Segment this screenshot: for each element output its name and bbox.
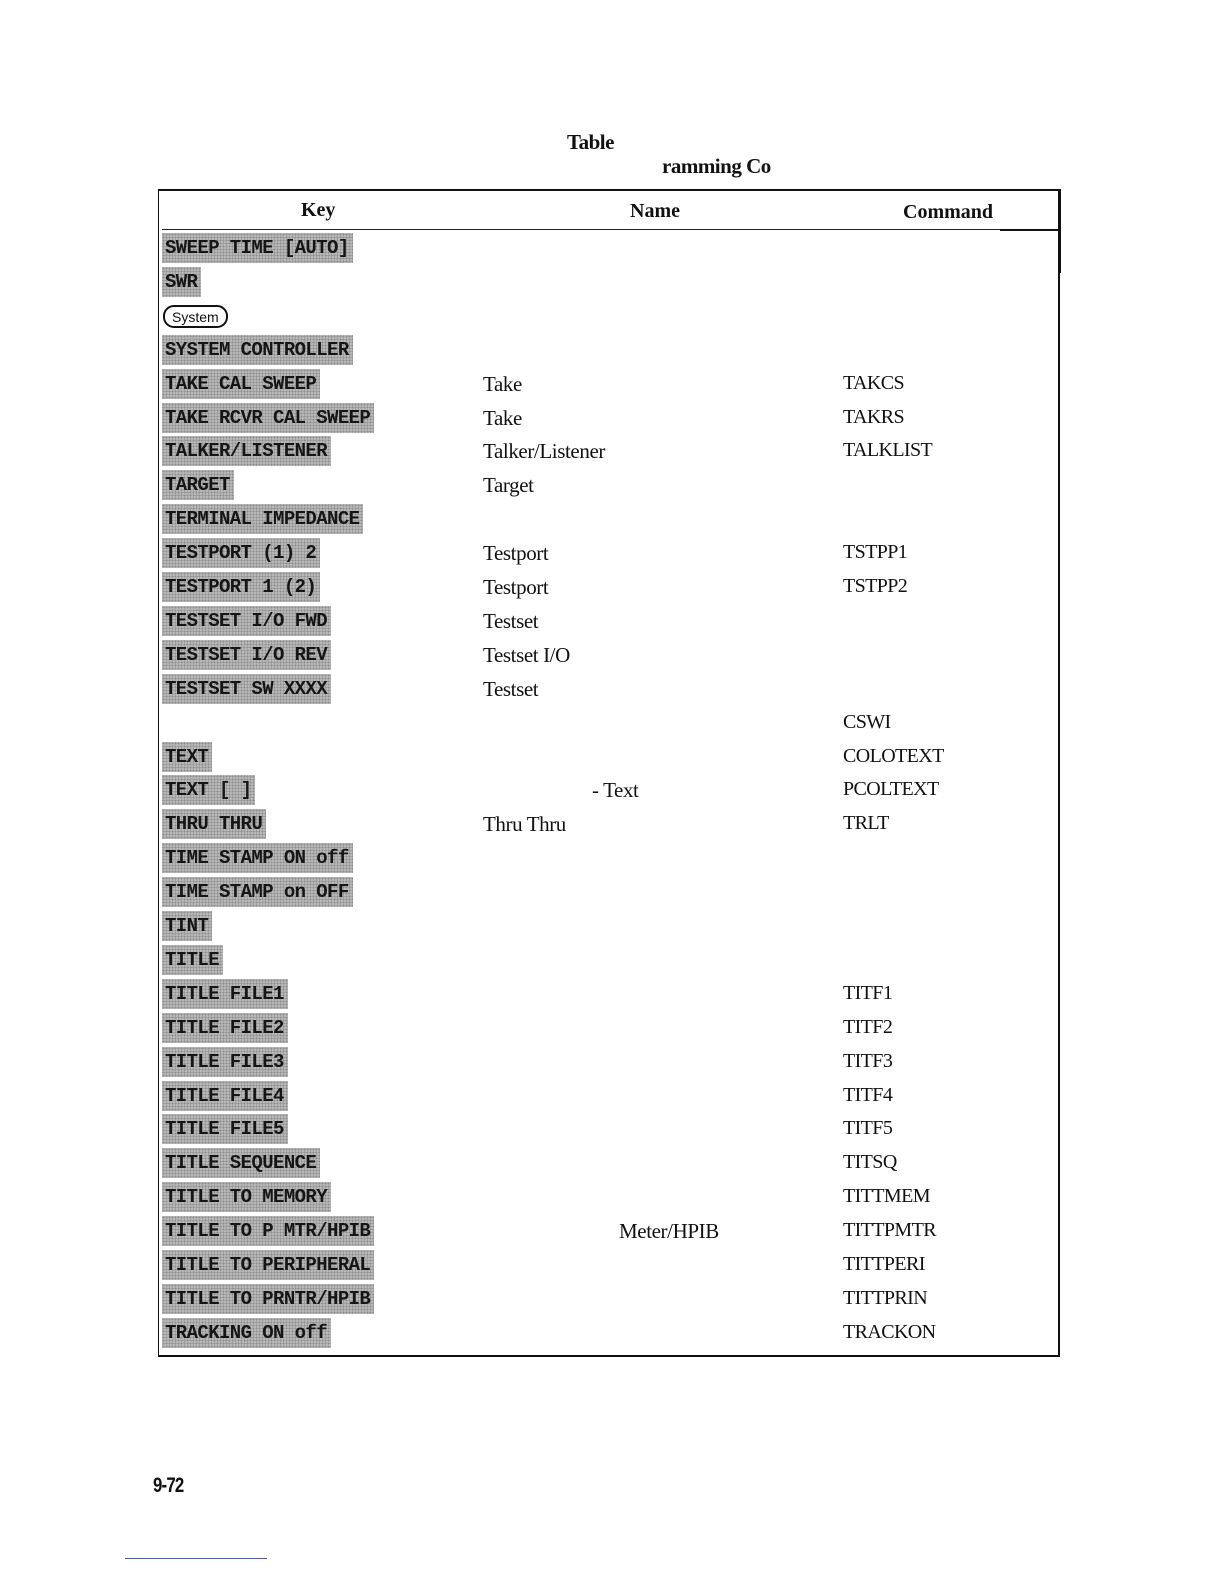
header-rule-right bbox=[1000, 229, 1060, 231]
softkey-label: TRACKING ON off bbox=[162, 1318, 331, 1348]
softkey-label: TITLE TO PERIPHERAL bbox=[162, 1250, 374, 1280]
softkey-label: TITLE SEQUENCE bbox=[162, 1148, 320, 1178]
table-edge-mark bbox=[1058, 189, 1061, 273]
softkey-label: TEXT [ ] bbox=[162, 775, 255, 805]
row-command: TRACKON bbox=[843, 1321, 936, 1343]
softkey-label: TITLE TO MEMORY bbox=[162, 1182, 331, 1212]
row-name: Testset bbox=[483, 677, 539, 701]
softkey-label: TERMINAL IMPEDANCE bbox=[162, 504, 363, 534]
softkey-label: TITLE FILE5 bbox=[162, 1114, 288, 1144]
softkey-label: TESTSET I/O FWD bbox=[162, 606, 331, 636]
softkey-label: THRU THRU bbox=[162, 809, 266, 839]
row-command: TITF5 bbox=[843, 1117, 893, 1139]
softkey-label: SWR bbox=[162, 267, 201, 297]
softkey-label: TESTSET SW XXXX bbox=[162, 674, 331, 704]
softkey-label: TINT bbox=[162, 911, 212, 941]
row-name: Testset bbox=[483, 609, 539, 633]
softkey-label: TESTSET I/O REV bbox=[162, 640, 331, 670]
softkey-label: TALKER/LISTENER bbox=[162, 436, 331, 466]
row-command: TITF2 bbox=[843, 1016, 893, 1038]
row-command: TALKLIST bbox=[843, 439, 933, 461]
row-command: TITSQ bbox=[843, 1151, 897, 1173]
row-name: Talker/Listener bbox=[483, 439, 605, 463]
row-command: TITTPMTR bbox=[843, 1219, 936, 1241]
row-command: TITTPERI bbox=[843, 1253, 925, 1275]
header-rule bbox=[162, 229, 1000, 230]
column-header-key: Key bbox=[301, 199, 336, 221]
softkey-label: TITLE FILE3 bbox=[162, 1047, 288, 1077]
table-caption-line1: Table bbox=[567, 130, 614, 154]
page-number: 9-72 bbox=[153, 1474, 184, 1497]
softkey-label: TITLE FILE2 bbox=[162, 1013, 288, 1043]
column-header-command: Command bbox=[903, 201, 994, 223]
softkey-label: TITLE TO PRNTR/HPIB bbox=[162, 1284, 374, 1314]
row-command: PCOLTEXT bbox=[843, 778, 939, 800]
row-name: Thru Thru bbox=[483, 812, 566, 836]
softkey-label: TITLE FILE1 bbox=[162, 979, 288, 1009]
column-header-name: Name bbox=[630, 200, 680, 222]
row-command: TITTMEM bbox=[843, 1185, 930, 1207]
softkey-label: TAKE CAL SWEEP bbox=[162, 369, 320, 399]
softkey-label: SYSTEM CONTROLLER bbox=[162, 335, 353, 365]
softkey-label: TEXT bbox=[162, 742, 212, 772]
row-command: TSTPP2 bbox=[843, 575, 908, 597]
row-command: TITF4 bbox=[843, 1084, 893, 1106]
softkey-label: TITLE TO P MTR/HPIB bbox=[162, 1216, 374, 1246]
softkey-label: TESTPORT 1 (2) bbox=[162, 572, 320, 602]
row-command: COLOTEXT bbox=[843, 745, 944, 767]
row-name: Target bbox=[483, 473, 534, 497]
row-name: Take bbox=[483, 406, 522, 430]
row-command: TRLT bbox=[843, 812, 889, 834]
softkey-label: TIME STAMP on OFF bbox=[162, 877, 353, 907]
footer-rule bbox=[125, 1558, 267, 1559]
softkey-label: TAKE RCVR CAL SWEEP bbox=[162, 403, 374, 433]
row-command: TAKRS bbox=[843, 406, 904, 428]
softkey-label: SWEEP TIME [AUTO] bbox=[162, 233, 353, 263]
softkey-label: TIME STAMP ON off bbox=[162, 843, 353, 873]
softkey-label: TITLE FILE4 bbox=[162, 1081, 288, 1111]
table-caption-line2: ramming Co bbox=[662, 154, 771, 178]
row-command: TITF1 bbox=[843, 982, 893, 1004]
row-name: Take bbox=[483, 372, 522, 396]
row-name: - Text bbox=[592, 778, 639, 802]
system-hardkey: System bbox=[163, 305, 228, 328]
row-name: Testset I/O bbox=[483, 643, 570, 667]
softkey-label: TESTPORT (1) 2 bbox=[162, 538, 320, 568]
row-command: TITTPRIN bbox=[843, 1287, 928, 1309]
row-command: CSWI bbox=[843, 711, 891, 733]
softkey-label: TITLE bbox=[162, 945, 223, 975]
row-command: TITF3 bbox=[843, 1050, 893, 1072]
row-command: TSTPP1 bbox=[843, 541, 908, 563]
row-name: Testport bbox=[483, 541, 549, 565]
row-name: Meter/HPIB bbox=[619, 1219, 719, 1243]
softkey-label: TARGET bbox=[162, 470, 234, 500]
row-command: TAKCS bbox=[843, 372, 904, 394]
row-name: Testport bbox=[483, 575, 549, 599]
